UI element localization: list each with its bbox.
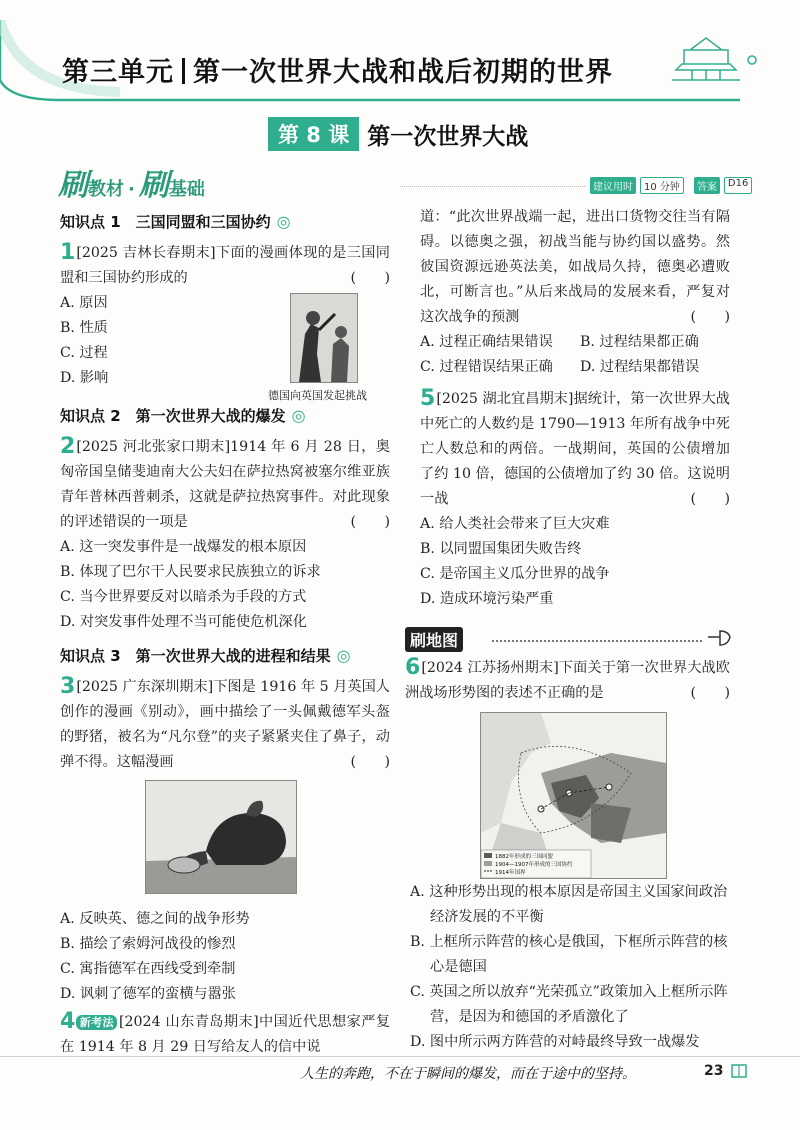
option-c: C. 当今世界要反对以暗杀为手段的方式 — [60, 589, 307, 605]
options-3 — [60, 907, 390, 1007]
question-number: 2 — [60, 434, 76, 459]
option-c: C. 过程 — [60, 345, 108, 361]
knowledge-point-3 — [60, 645, 390, 666]
target-icon: ◎ — [276, 212, 291, 231]
section-label-basics: 基础 — [168, 179, 205, 200]
option-c: C. 是帝国主义瓜分世界的战争 — [420, 566, 610, 582]
unit-name: 第一次世界大战和战后初期的世界 — [193, 57, 613, 88]
question-5 — [420, 386, 730, 512]
europe-battlefield-map — [480, 712, 667, 879]
unit-title — [62, 50, 613, 89]
question-number: 3 — [60, 674, 76, 699]
answer-blank: ( ) — [690, 685, 730, 701]
option-b: B. 过程结果都正确 — [580, 334, 699, 350]
option-d: D. 造成环境污染严重 — [420, 591, 554, 607]
question-stem: [2025 河北张家口期末]1914 年 6 月 28 日，奥匈帝国皇储斐迪南大公夫妇在萨拉热窝被塞尔维亚族青年普林西普刺杀，这就是萨拉热窝事件。对此现象的评述错误的一项是 — [60, 439, 390, 530]
time-value: 10 分钟 — [640, 177, 684, 194]
answer-blank: ( ) — [690, 309, 730, 325]
right-column — [420, 205, 730, 612]
map-dotted-line — [492, 640, 702, 642]
option-a: A. 过程正确结果错误 — [420, 334, 553, 350]
cartoon-image-q3 — [145, 780, 297, 894]
option-b: B. 以同盟国集团失败告终 — [420, 541, 582, 557]
kp-title: 知识点 2 第一次世界大战的爆发 — [60, 407, 286, 425]
question-2 — [60, 434, 390, 535]
option-d: D. 影响 — [60, 370, 109, 386]
question-stem-continued: 道：“此次世界战端一起，进出口货物交往当有隔碍。以德奥之强，初战当能与协约国以盛势。然彼国资源远逊英法美，如战局久持，德奥必遭败北，可断言也。”从后来战局的发展来看，严复对这次战争的预测 — [420, 209, 730, 325]
option-a: A. 反映英、德之间的战争形势 — [60, 911, 250, 927]
question-3 — [60, 674, 390, 775]
lesson-number: 第 8 课 — [268, 117, 359, 151]
answer-blank: ( ) — [690, 491, 730, 507]
answer-blank: ( ) — [350, 514, 390, 530]
time-label: 建议用时 — [590, 177, 636, 194]
answer-blank: ( ) — [350, 754, 390, 770]
answer-label: 答案 — [694, 177, 720, 194]
meta-info — [590, 177, 752, 194]
question-stem: [2024 江苏扬州期末]下面关于第一次世界大战欧洲战场形势图的表述不正确的是 — [405, 660, 730, 701]
kp-title: 知识点 3 第一次世界大战的进程和结果 — [60, 647, 331, 665]
kp-title: 知识点 1 三国同盟和三国协约 — [60, 213, 271, 231]
option-a: A. 这一突发事件是一战爆发的根本原因 — [60, 539, 307, 555]
answer-page: D16 — [724, 177, 752, 194]
option-d: D. 对突发事件处理不当可能使危机深化 — [60, 614, 307, 630]
options-1 — [60, 291, 280, 391]
option-a: A. 给人类社会带来了巨大灾难 — [420, 516, 610, 532]
option-b: B. 上框所示阵营的核心是俄国，下框所示阵营的核心是德国 — [410, 934, 728, 975]
target-icon: ◎ — [336, 646, 351, 665]
question-1 — [60, 240, 390, 291]
legend-item-2: 1904—1907年形成的三国协约 — [495, 862, 573, 868]
options-6 — [410, 880, 730, 1055]
footer-motto: 人生的奔跑，不在于瞬间的爆发，而在于途中的坚持。 — [300, 1066, 636, 1082]
knowledge-point-1 — [60, 211, 390, 232]
question-number: 4 — [60, 1009, 76, 1034]
temple-icon — [672, 38, 756, 80]
option-d: D. 讽刺了德军的蛮横与嚣张 — [60, 986, 236, 1002]
new-method-badge: 新考法 — [76, 1015, 117, 1030]
option-b: B. 描绘了索姆河战役的惨烈 — [60, 936, 236, 952]
option-c: C. 过程错误结果正确 — [420, 359, 553, 375]
cartoon-caption: 德国向英国发起挑战 — [268, 389, 367, 402]
knowledge-point-2 — [60, 405, 390, 426]
lesson-title — [268, 116, 528, 152]
lesson-name: 第一次世界大战 — [367, 123, 529, 150]
option-a: A. 原因 — [60, 295, 108, 311]
section-dot: · — [128, 179, 135, 200]
question-6 — [405, 655, 730, 706]
question-4-continued — [420, 205, 730, 330]
section-heading — [58, 160, 205, 204]
option-c: C. 英国之所以放弃“光荣孤立”政策加入上框所示阵营，是因为和德国的矛盾激化了 — [410, 984, 728, 1025]
brush-char-2: 刷 — [138, 168, 169, 203]
question-stem: [2025 湖北宜昌期末]据统计，第一次世界大战中死亡的人数约是 1790—1913 年所有战争中死亡人数总和的两倍。一战期间，英国的公债增加了约 10 倍，德国的公债增加了约 30 倍。这说明一战 — [420, 391, 730, 507]
legend-item-1: 1882年形成的三国同盟 — [495, 854, 553, 860]
options-2 — [60, 535, 390, 635]
option-d: D. 图中所示两方阵营的对峙最终导致一战爆发 — [410, 1034, 700, 1050]
answer-blank: ( ) — [350, 270, 390, 286]
option-d: D. 过程结果都错误 — [580, 359, 700, 375]
unit-label: 第三单元 — [62, 57, 174, 88]
option-c: C. 寓指德军在西线受到牵制 — [60, 961, 236, 977]
options-5 — [420, 512, 730, 612]
question-stem: [2024 山东青岛期末]中国近代思想家严复在 1914 年 8 月 29 日写给友人的信中说 — [60, 1014, 391, 1055]
heading-dotted-line — [400, 186, 585, 187]
question-number: 1 — [60, 240, 76, 265]
options-4 — [420, 330, 730, 380]
brush-char-1: 刷 — [58, 168, 88, 203]
option-a: A. 这种形势出现的根本原因是帝国主义国家间政治经济发展的不平衡 — [410, 884, 728, 925]
question-stem: [2025 广东深圳期末]下图是 1916 年 5 月英国人创作的漫画《别动》，画中描绘了一头佩戴德军头盔的野猪，被名为“凡尔登”的夹子紧紧夹住了鼻子，动弹不得。这幅漫画 — [60, 679, 390, 770]
map-section-heading — [405, 627, 463, 652]
option-b: B. 性质 — [60, 320, 108, 336]
page-number: 23 — [704, 1063, 724, 1079]
section-label-textbook: 教材 — [88, 179, 124, 200]
question-number: 5 — [420, 386, 436, 411]
option-b: B. 体现了巴尔干人民要求民族独立的诉求 — [60, 564, 321, 580]
target-icon: ◎ — [291, 406, 306, 425]
cartoon-image-q1 — [290, 293, 358, 383]
pointing-hand-icon — [706, 625, 734, 649]
footer-divider — [0, 1056, 800, 1057]
question-4 — [60, 1009, 390, 1060]
question-number: 6 — [405, 655, 421, 680]
book-icon — [730, 1062, 748, 1080]
title-divider — [182, 58, 185, 84]
legend-item-3: 1914年国界 — [495, 870, 526, 876]
map-section-title: 刷地图 — [405, 627, 463, 652]
question-stem: [2025 吉林长春期末]下面的漫画体现的是三国同盟和三国协约形成的 — [60, 245, 390, 286]
